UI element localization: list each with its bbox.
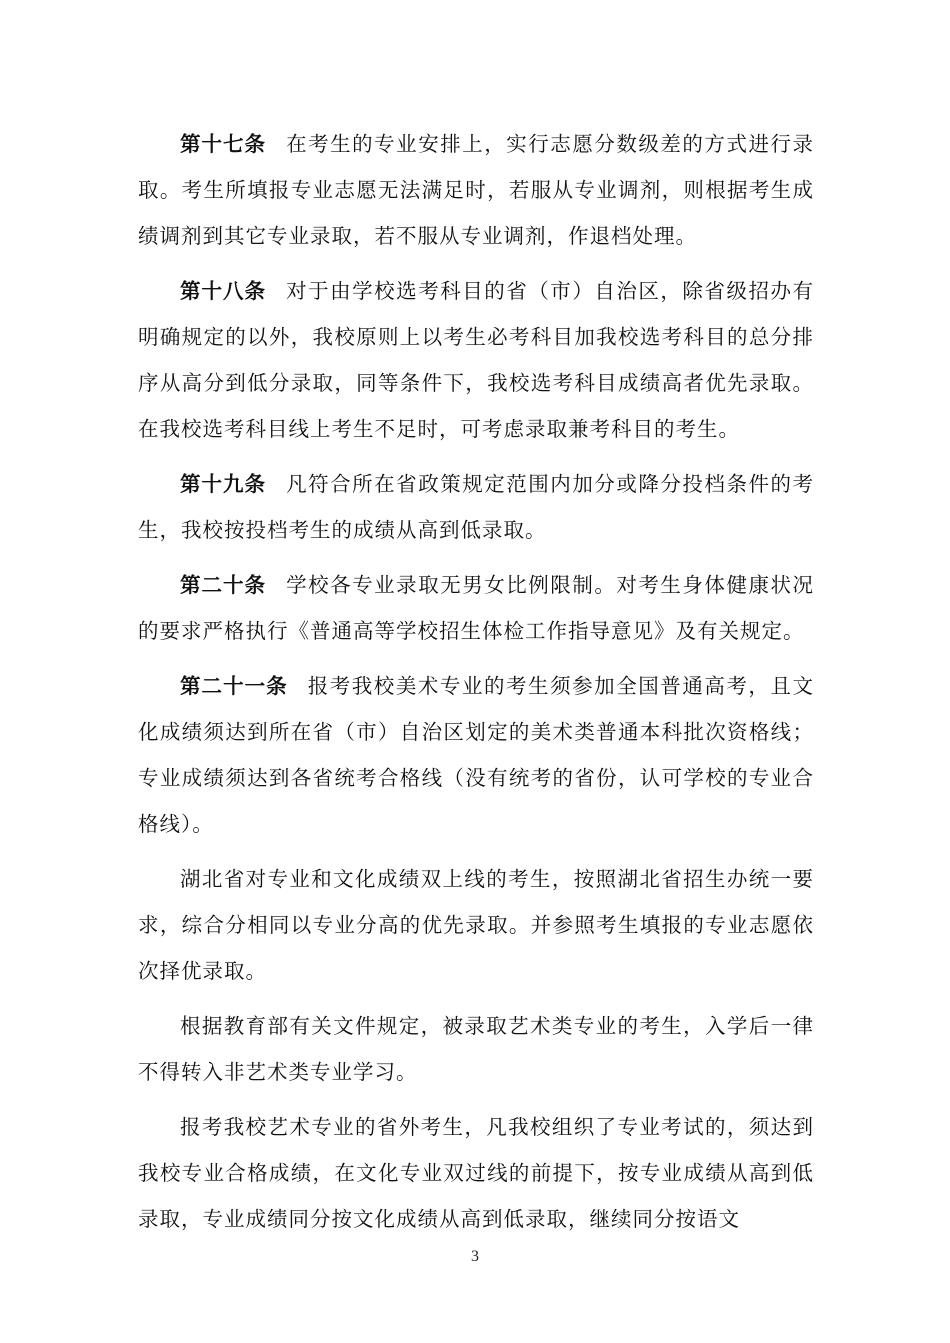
paragraph-hubei: 湖北省对专业和文化成绩双上线的考生，按照湖北省招生办统一要求，综合分相同以专业分高的优先录取。并参照考生填报的专业志愿依次择优录取。 <box>138 867 814 983</box>
article-21 <box>138 663 814 847</box>
paragraph-out-of-province: 报考我校艺术专业的省外考生，凡我校组织了专业考试的，须达到我校专业合格成绩，在文化专业双过线的前提下，按专业成绩从高到低录取，专业成绩同分按文化成绩从高到低录取，继续同分按语文 <box>138 1115 814 1231</box>
paragraph-ministry-rule: 根据教育部有关文件规定，被录取艺术类专业的考生，入学后一律不得转入非艺术类专业学习。 <box>138 1014 814 1084</box>
article-title: 第十九条 <box>180 472 267 496</box>
article-text: 在考生的专业安排上，实行志愿分数级差的方式进行录取。考生所填报专业志愿无法满足时，若服从专业调剂，则根据考生成绩调剂到其它专业录取，若不服从专业调剂，作退档处理。 <box>138 132 815 248</box>
article-title: 第十七条 <box>180 132 267 156</box>
article-title: 第十八条 <box>180 279 267 303</box>
article-text: 学校各专业录取无男女比例限制。对考生身体健康状况的要求严格执行《普通高等学校招生体检工作指导意见》及有关规定。 <box>138 573 815 643</box>
article-19 <box>138 461 814 553</box>
article-20 <box>138 562 814 654</box>
page-number: 3 <box>471 1248 479 1265</box>
article-18 <box>138 268 814 452</box>
document-body <box>138 121 814 1251</box>
article-text: 报考我校美术专业的考生须参加全国普通高考，且文化成绩须达到所在省（市）自治区划定的美术类普通本科批次资格线；专业成绩须达到各省统考合格线（没有统考的省份，认可学校的专业合格线）。 <box>138 674 815 836</box>
article-title: 第二十条 <box>180 573 267 597</box>
article-title: 第二十一条 <box>180 674 288 698</box>
article-text: 对于由学校选考科目的省（市）自治区，除省级招办有明确规定的以外，我校原则上以考生必考科目加我校选考科目的总分排序从高分到低分录取，同等条件下，我校选考科目成绩高者优先录取。在我校选考科目线上考生不足时，可考虑录取兼考科目的考生。 <box>138 279 815 441</box>
article-text: 凡符合所在省政策规定范围内加分或降分投档条件的考生，我校按投档考生的成绩从高到低录取。 <box>138 472 815 542</box>
article-17 <box>138 121 814 259</box>
